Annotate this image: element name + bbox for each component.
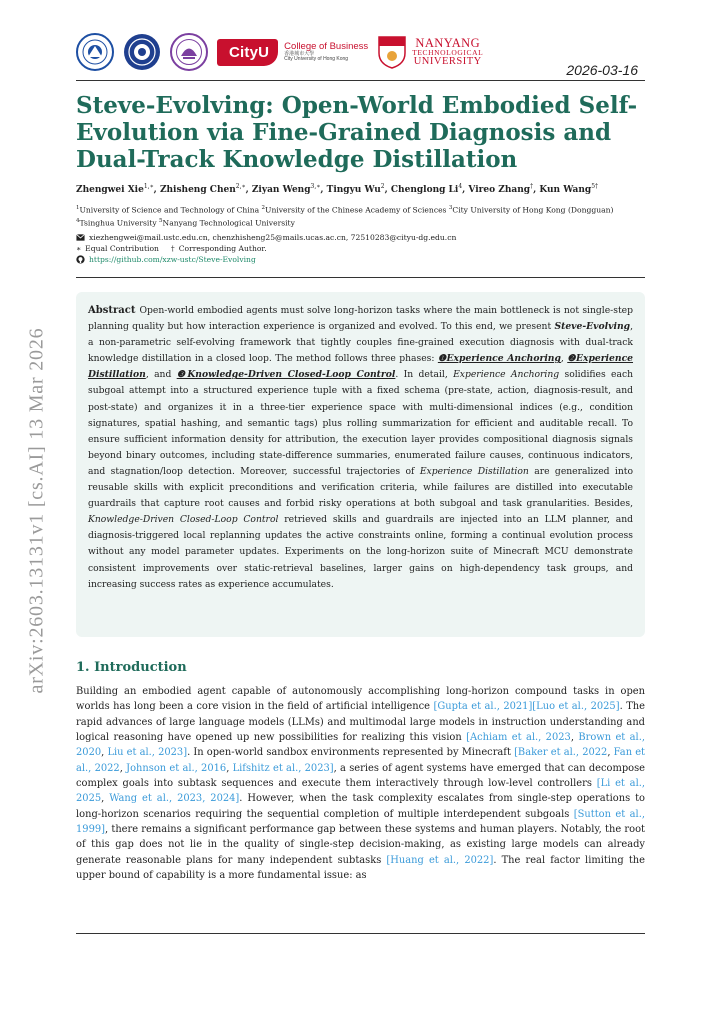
- citation-link[interactable]: [Huang et al., 2022]: [386, 854, 494, 866]
- abstract-emphasis: Experience Anchoring: [453, 369, 560, 381]
- author-sup: 2,∗: [235, 183, 246, 190]
- corresponding-author-note: Corresponding Author.: [178, 244, 267, 253]
- arxiv-identifier: [17, 300, 57, 720]
- ntu-line-1: NANYANG: [415, 35, 481, 50]
- equal-contribution-note: Equal Contribution: [85, 244, 159, 253]
- cityu-chinese-label: 香港城市大學: [284, 50, 315, 57]
- author-sup: 4: [458, 183, 463, 190]
- affiliation: University of Science and Technology of China: [79, 205, 260, 215]
- abstract-text: , a non-parametric self-evolving framework that tightly couples fine-grained execution diagnosis with dual-track knowledge distillation in a closed loop. The method follows three phases:: [88, 321, 633, 365]
- citation-link[interactable]: [Baker et al., 2022: [514, 747, 608, 759]
- affiliations: $^1$University of Science and Technology of China $^2$University of the Chinese Academy of Sciences $^3$City University of Hong Kong (Dongguan) $^4$Tsinghua University $^5$Nanyang Technological University: [76, 205, 614, 228]
- cityu-college-label: College of Business: [284, 40, 369, 52]
- ucas-logo-icon: [123, 33, 161, 71]
- body-text: . The real factor limiting the upper bound of capability is a more fundamental issue: as: [76, 854, 645, 882]
- arxiv-identifier-text: arXiv:2603.13131v1 [cs.AI] 13 Mar 2026: [25, 327, 48, 693]
- author-sup: 3,∗: [310, 183, 321, 190]
- body-text: , a series of agent systems have emerged that can decompose complex goals into subtask sequences and execute them interactively through low-level controllers: [76, 762, 646, 790]
- author-name: Tingyu Wu: [326, 185, 381, 195]
- framework-name: Steve-Evolving: [554, 321, 631, 333]
- affiliation: City University of Hong Kong (Dongguan): [452, 205, 614, 215]
- author-sup: 2: [380, 183, 385, 190]
- author-name: Zhengwei Xie: [76, 185, 144, 195]
- author-name: Vireo Zhang: [468, 185, 531, 195]
- phase-closed-loop-control: ❸Knowledge-Driven Closed-Loop Control: [176, 369, 396, 381]
- affiliation: Tsinghua University: [79, 218, 157, 228]
- email-addresses[interactable]: xiezhengwei@mail.ustc.edu.cn, chenzhisheng25@mails.ucas.ac.cn, 72510283@cityu-dg.edu.cn: [89, 233, 457, 242]
- cityu-english-label: City University of Hong Kong: [284, 55, 349, 62]
- publication-date: 2026-03-16: [566, 62, 638, 78]
- introduction-paragraph: Building an embodied agent capable of autonomously accomplishing long-horizon compound tasks in open worlds has long been a core vision in the field of artificial intelligence [Gupta et al., 2021][Luo et al., 2025]. The rapid advances of large language models (LLMs) and multimodal large models in instruction understanding and logical reasoning have opened up new possibilities for realizing this vision [Achiam et al., 2023, Brown et al., 2020, Liu et al., 2023]. In open-world sandbox environments represented by Minecraft [Baker et al., 2022, Fan et al., 2022, Johnson et al., 2016, Lifshitz et al., 2023], a series of agent systems have emerged that can decompose complex goals into subtask sequences and execute them interactively through low-level controllers [Li et al., 2025, Wang et al., 2023, 2024]. However, when the task complexity escalates from single-step operations to long-horizon scenarios requiring the sequential completion of multiple interdependent subgoals [Sutton et al., 1999], there remains a significant performance gap between these systems and human players. Notably, the root of this gap does not lie in the quality of single-step decision-making, as existing large models can already generate reasonable plans for many independent subtasks [Huang et al., 2022]. The real factor limiting the upper bound of capability is a more fundamental issue: as: [76, 686, 646, 882]
- author-name: Zhisheng Chen: [159, 185, 236, 195]
- citation-link[interactable]: Liu et al., 2023]: [107, 747, 188, 759]
- ntu-logo: [377, 35, 483, 69]
- author-sup: 5†: [591, 183, 599, 190]
- abstract-box: [76, 292, 645, 637]
- citation-link[interactable]: Johnson et al., 2016: [126, 762, 227, 774]
- body-text: , there remains a significant performance gap between these systems and human players. Notably, the root of this gap does not lie in the quality of single-step decision-making, as existing large models can already generate reasonable plans for many independent subtasks: [76, 824, 645, 866]
- abstract-emphasis: Knowledge-Driven Closed-Loop Control: [88, 514, 279, 526]
- author-name: Chenglong Li: [390, 185, 459, 195]
- citation-link[interactable]: Wang et al., 2023, 2024]: [109, 793, 240, 805]
- abstract-text: , and: [145, 369, 177, 381]
- abstract-text: ,: [560, 353, 568, 365]
- section-heading-introduction: 1. Introduction: [76, 660, 187, 675]
- citation-link[interactable]: Fan et al., 2022: [76, 747, 646, 774]
- citation-link[interactable]: [Li et al., 2025: [76, 778, 646, 805]
- github-link[interactable]: https://github.com/xzw-ustc/Steve-Evolving: [89, 255, 256, 264]
- ustc-logo-icon: [76, 33, 114, 71]
- abstract-text: solidifies each subgoal attempt into a structured experience tuple with a fixed schema (pre-state, action, diagnosis-result, and post-state) and organizes it in a three-tier experience space with multi-dimensional indices (e.g., condition signatures, spatial hashing, and semantic tags) plus rolling summarization for efficient and auditable recall. To ensure sufficient information density for attribution, the execution layer provides compositional diagnosis signals beyond binary outcomes, including state-difference summaries, enumerated failure causes, continuous indicators, and stagnation/loop detection. Moreover, successful trajectories of: [88, 369, 634, 477]
- citation-link[interactable]: Lifshitz et al., 2023]: [232, 762, 334, 774]
- github-icon: [76, 255, 85, 264]
- footer-divider: [76, 933, 645, 934]
- institution-logos: [76, 28, 506, 76]
- cityu-badge: CityU: [217, 39, 278, 66]
- author-sup: 1,∗: [143, 183, 154, 190]
- citation-link[interactable]: [Sutton et al., 1999]: [76, 808, 645, 836]
- ntu-line-3: UNIVERSITY: [413, 55, 482, 67]
- paper-title: Steve-Evolving: Open-World Embodied Self-Evolution via Fine-Grained Diagnosis and Dual-Track Knowledge Distillation: [76, 92, 638, 173]
- contact-block: xiezhengwei@mail.ustc.edu.cn, chenzhisheng25@mails.ucas.ac.cn, 72510283@cityu-dg.edu.cn ∗ Equal Contribution † Corresponding Author. https://github.com/xzw-ustc/Steve-Evolving: [76, 233, 457, 264]
- author-name: Kun Wang: [539, 185, 592, 195]
- affiliation: University of the Chinese Academy of Sciences: [265, 205, 447, 215]
- cityu-logo: [217, 39, 368, 66]
- abstract-text: retrieved skills and guardrails are injected into an LLM planner, and diagnosis-triggered local replanning updates the active constraints online, forming a continual evolution process without any model parameter updates. Experiments on the long-horizon suite of Minecraft MCU demonstrate consistent improvements over static-retrieval baselines, larger gains on high-dependency task groups, and increasing success rates as experience accumulates.: [88, 514, 633, 590]
- citation-link[interactable]: Brown et al., 2020: [76, 732, 645, 759]
- author-list: Zhengwei Xie$^{1,∗}$, Zhisheng Chen$^{2,∗}$, Ziyan Weng$^{3,∗}$, Tingyu Wu$^2$, Chenglong Li$^4$, Vireo Zhang†, Kun Wang$^{5\dagger}$: [76, 183, 599, 195]
- body-text: . However, when the task complexity escalates from single-step operations to long-horizon scenarios requiring the sequential completion of multiple interdependent subgoals: [76, 793, 645, 820]
- author-name: Ziyan Weng: [251, 185, 311, 195]
- phase-experience-distillation: ❷Experience Distillation: [88, 353, 634, 381]
- abstract-text: . In detail,: [395, 369, 454, 381]
- abstract-divider: [76, 277, 645, 278]
- email-icon: [76, 233, 85, 242]
- header-divider: [76, 80, 645, 81]
- abstract-label: Abstract: [88, 305, 136, 316]
- author-sup: †: [530, 183, 534, 190]
- body-text: . In open-world sandbox environments represented by Minecraft: [187, 747, 515, 759]
- ntu-line-2: TECHNOLOGICAL: [412, 48, 484, 58]
- abstract-text: Open-world embodied agents must solve long-horizon tasks where the main bottleneck is not single-step planning quality but how interaction experience is organized and evolved. To this end, we present: [88, 305, 633, 333]
- tsinghua-logo-icon: [170, 33, 208, 71]
- body-text: Building an embodied agent capable of autonomously accomplishing long-horizon compound tasks in open worlds has long been a core vision in the field of artificial intelligence: [76, 686, 645, 713]
- citation-link[interactable]: [Gupta et al., 2021][Luo et al., 2025]: [433, 701, 620, 713]
- ntu-crest-icon: [377, 35, 407, 69]
- body-text: . The rapid advances of large language models (LLMs) and multimodal large models in instruction understanding and logical reasoning have opened up new possibilities for realizing this vision: [76, 701, 645, 744]
- abstract-text: are generalized into reusable skills with explicit preconditions and verification criteria, while failures are distilled into executable guardrails that capture root causes and forbid risky operations at both subgoal and task granularities. Besides,: [88, 465, 633, 510]
- phase-experience-anchoring: ❶Experience Anchoring: [437, 353, 561, 365]
- citation-link[interactable]: [Achiam et al., 2023: [466, 732, 571, 744]
- affiliation: Nanyang Technological University: [162, 218, 295, 228]
- abstract-emphasis: Experience Distillation: [419, 465, 529, 477]
